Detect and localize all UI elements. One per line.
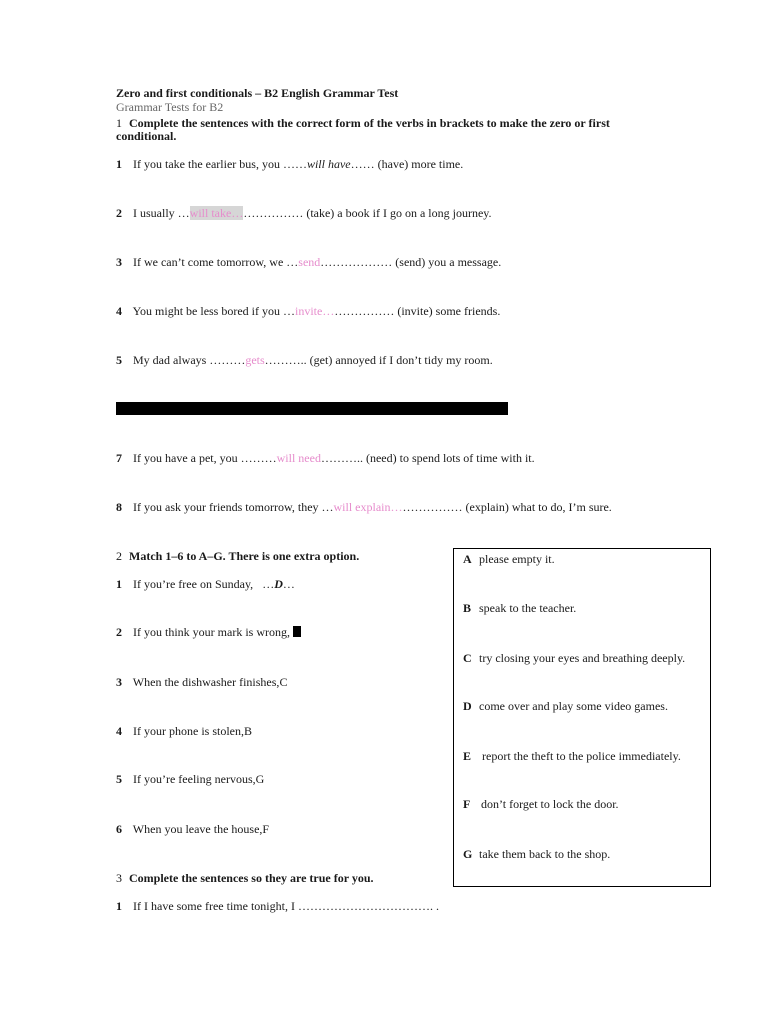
answer-text[interactable]: will need <box>276 451 321 465</box>
option-e: E report the theft to the police immediately. <box>463 749 681 763</box>
section-2-instruction <box>116 549 359 564</box>
instruction-text: Match 1–6 to A–G. There is one extra option. <box>129 549 360 563</box>
exercise-1-item-5: 5 My dad always ………gets……….. (get) annoyed if I don’t tidy my room. <box>116 353 493 367</box>
test-subtitle: Grammar Tests for B2 <box>116 100 224 114</box>
option-d: D come over and play some video games. <box>463 699 668 713</box>
exercise-1-item-1: 1 If you take the earlier bus, you ……will have…… (have) more time. <box>116 157 464 171</box>
redacted-item-6 <box>116 402 508 415</box>
answer-text[interactable]: F <box>262 822 270 836</box>
text-cursor[interactable] <box>293 626 301 637</box>
answer-text[interactable]: gets <box>245 353 265 367</box>
answer-text[interactable]: send <box>298 255 321 269</box>
option-c: C try closing your eyes and breathing deeply. <box>463 651 686 665</box>
option-a: A please empty it. <box>463 552 555 566</box>
exercise-3-item-1: 1 If I have some free time tonight, I ……………………………. . <box>116 899 439 913</box>
answer-text[interactable]: D <box>274 577 283 591</box>
section-number: 2 <box>116 549 122 563</box>
exercise-2-item-5: 5 If you’re feeling nervous,G <box>116 772 265 786</box>
exercise-1-item-4: 4 You might be less bored if you …invite……………… (invite) some friends. <box>116 304 501 318</box>
answer-text[interactable]: will have <box>306 157 351 171</box>
section-number: 3 <box>116 871 122 885</box>
option-g: G take them back to the shop. <box>463 847 611 861</box>
instruction-text: Complete the sentences with the correct form of the verbs in brackets to make the zero or first conditional. <box>116 116 610 143</box>
exercise-1-item-2: 2 I usually …will take……………… (take) a book if I go on a long journey. <box>116 206 492 220</box>
section-1-instruction <box>116 117 616 143</box>
exercise-2-item-3: 3 When the dishwasher finishes,C <box>116 675 288 689</box>
option-b: B speak to the teacher. <box>463 601 577 615</box>
exercise-2-item-2: 2 If you think your mark is wrong, <box>116 625 301 640</box>
answer-text[interactable]: invite… <box>295 304 335 318</box>
answer-text[interactable]: C <box>279 675 288 689</box>
section-number: 1 <box>116 116 122 130</box>
test-title: Zero and first conditionals – B2 English Grammar Test <box>116 86 399 100</box>
answer-text[interactable]: B <box>243 724 252 738</box>
exercise-1-item-7: 7 If you have a pet, you ………will need……….. (need) to spend lots of time with it. <box>116 451 535 465</box>
answer-text[interactable]: will explain… <box>333 500 403 514</box>
option-f: F don’t forget to lock the door. <box>463 797 619 811</box>
instruction-text: Complete the sentences so they are true for you. <box>129 871 374 885</box>
options-box <box>453 548 711 887</box>
section-3-instruction <box>116 871 374 886</box>
exercise-2-item-1: 1 If you’re free on Sunday, …D… <box>116 577 295 591</box>
exercise-2-item-4: 4 If your phone is stolen,B <box>116 724 252 738</box>
exercise-1-item-8: 8 If you ask your friends tomorrow, they …will explain……………… (explain) what to do, I’m sure. <box>116 500 612 514</box>
answer-text[interactable]: G <box>255 772 265 786</box>
answer-text[interactable]: will take… <box>189 206 244 220</box>
exercise-1-item-3: 3 If we can’t come tomorrow, we …send……………… (send) you a message. <box>116 255 502 269</box>
exercise-2-item-6: 6 When you leave the house,F <box>116 822 270 836</box>
